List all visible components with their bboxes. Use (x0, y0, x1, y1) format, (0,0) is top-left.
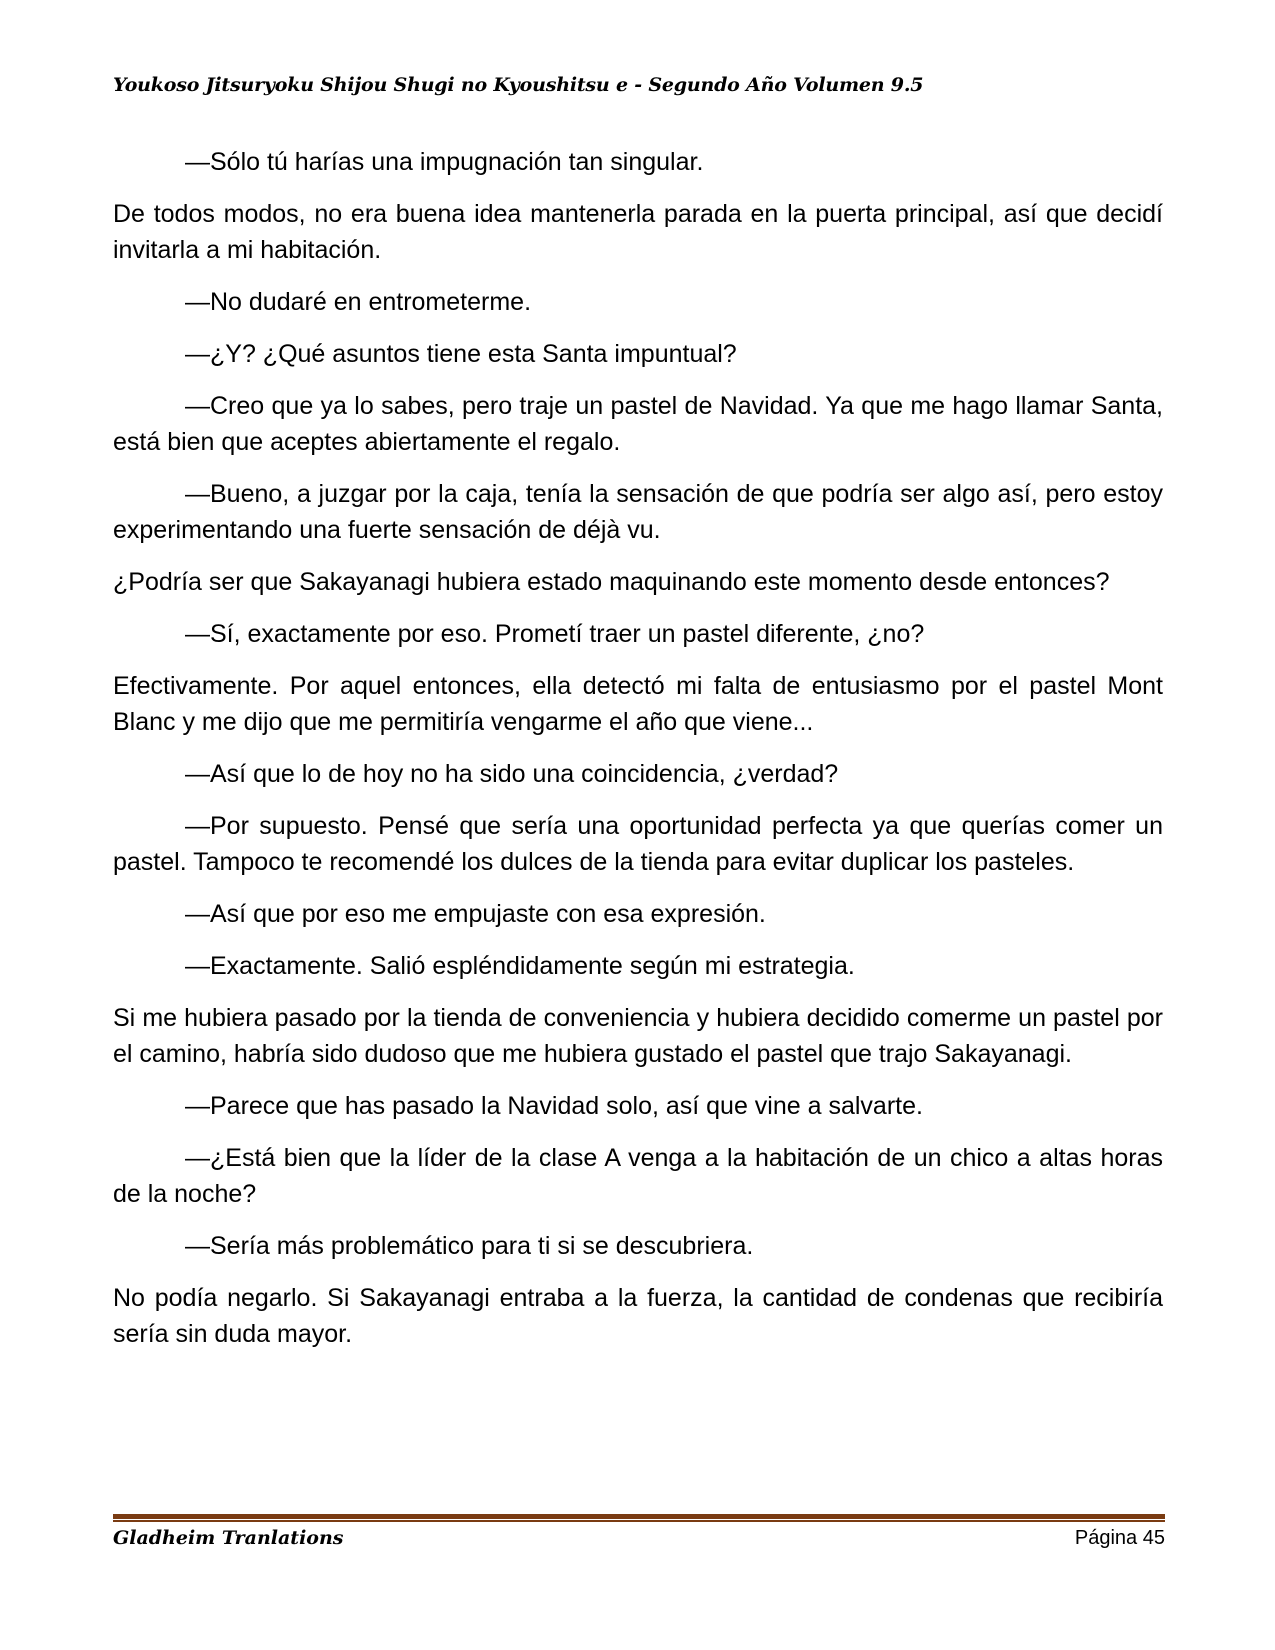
dialogue-paragraph: —Así que lo de hoy no ha sido una coincidencia, ¿verdad? (185, 760, 839, 788)
narration-paragraph: Efectivamente. Por aquel entonces, ella detectó mi falta de entusiasmo por el pastel Mont Blanc y me dijo que me permitiría vengarme el año que viene... (113, 672, 1163, 736)
page-label: Página (1074, 1527, 1138, 1549)
dialogue-paragraph: —Sí, exactamente por eso. Prometí traer un pastel diferente, ¿no? (185, 620, 925, 648)
narration-paragraph: No podía negarlo. Si Sakayanagi entraba a la fuerza, la cantidad de condenas que recibiría sería sin duda mayor. (113, 1284, 1163, 1348)
footer-rule-thin (113, 1520, 1165, 1522)
dialogue-paragraph: —Parece que has pasado la Navidad solo, así que vine a salvarte. (185, 1092, 923, 1120)
dialogue-paragraph: —Sólo tú harías una impugnación tan singular. (185, 148, 704, 176)
dialogue-paragraph: —Creo que ya lo sabes, pero traje un pastel de Navidad. Ya que me hago llamar Santa, está bien que aceptes abiertamente el regalo. (113, 392, 1163, 456)
dialogue-paragraph: —Sería más problemático para ti si se descubriera. (185, 1232, 754, 1260)
dialogue-paragraph: —¿Está bien que la líder de la clase A venga a la habitación de un chico a altas horas de la noche? (113, 1144, 1163, 1208)
footer-credit: Gladheim Tranlations (113, 1527, 344, 1549)
dialogue-paragraph: —Exactamente. Salió espléndidamente según mi estrategia. (185, 952, 855, 980)
narration-paragraph: ¿Podría ser que Sakayanagi hubiera estado maquinando este momento desde entonces? (113, 568, 1110, 596)
dialogue-paragraph: —¿Y? ¿Qué asuntos tiene esta Santa impuntual? (185, 340, 737, 368)
dialogue-paragraph: —Bueno, a juzgar por la caja, tenía la sensación de que podría ser algo así, pero estoy experimentando una fuerte sensación de déjà vu. (113, 480, 1163, 544)
dialogue-paragraph: —Así que por eso me empujaste con esa expresión. (185, 900, 766, 928)
running-header: Youkoso Jitsuryoku Shijou Shugi no Kyoushitsu e - Segundo Año Volumen 9.5 (113, 74, 924, 96)
narration-paragraph: De todos modos, no era buena idea mantenerla parada en la puerta principal, así que decidí invitarla a mi habitación. (113, 200, 1163, 264)
document-body (113, 144, 1163, 1368)
dialogue-paragraph: —No dudaré en entrometerme. (185, 288, 532, 316)
footer-rule-thick (113, 1514, 1165, 1519)
footer-rule (113, 1514, 1165, 1523)
dialogue-paragraph: —Por supuesto. Pensé que sería una oportunidad perfecta ya que querías comer un pastel. Tampoco te recomendé los dulces de la tienda para evitar duplicar los pasteles. (113, 812, 1163, 876)
footer-page-number (1075, 1527, 1165, 1550)
narration-paragraph: Si me hubiera pasado por la tienda de conveniencia y hubiera decidido comerme un pastel por el camino, habría sido dudoso que me hubiera gustado el pastel que trajo Sakayanagi. (113, 1004, 1163, 1068)
page-number: 45 (1142, 1527, 1165, 1549)
